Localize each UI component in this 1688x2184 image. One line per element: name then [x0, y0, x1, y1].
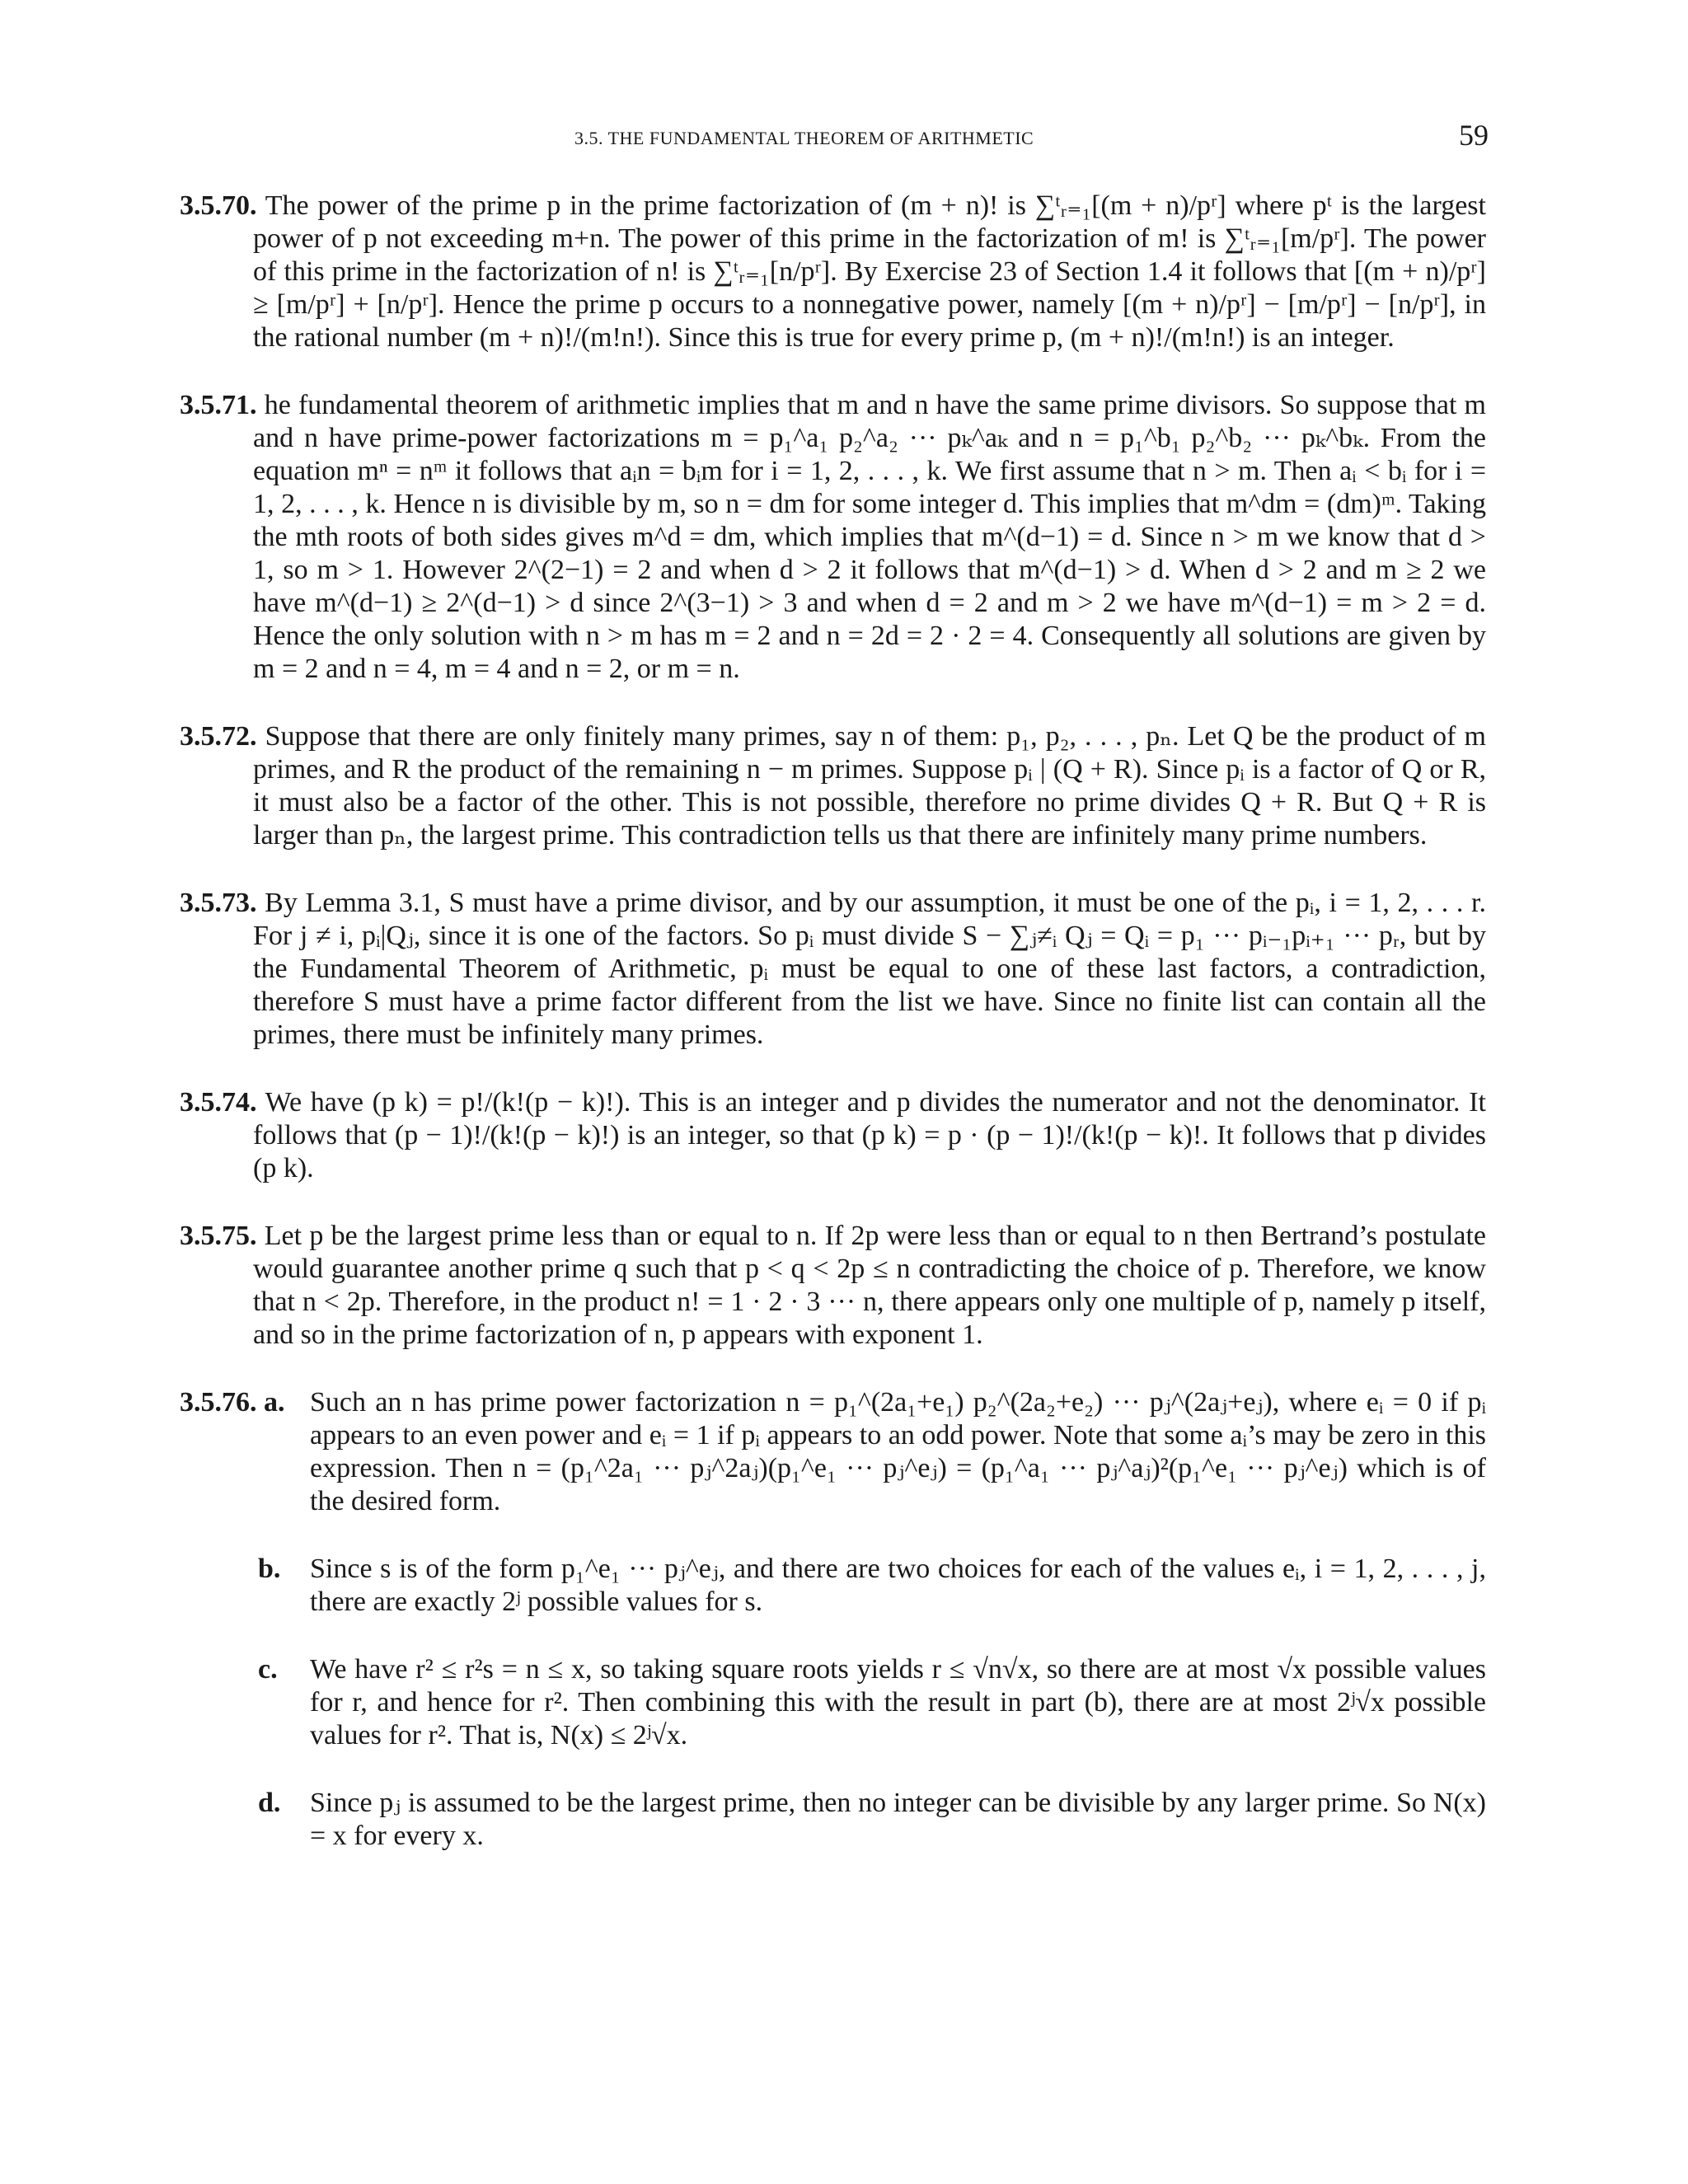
part-b [180, 1553, 1486, 1619]
part-label: c. [258, 1654, 278, 1685]
problem-number: 3.5.72. [180, 721, 257, 752]
problem-text: We have (p k) = p!/(k!(p − k)!). This is an integer and p divides the numerator and not the denominator. It follows that (p − 1)!/(k!(p − k)!) is an integer, so that (p k) = p · (p − 1)!/(k!(p − k)!. It follows that p divides (p k). [253, 1087, 1486, 1183]
problem-number: 3.5.73. [180, 888, 257, 918]
problem-3-5-71 [180, 389, 1486, 686]
problem-3-5-70 [180, 190, 1486, 354]
problem-3-5-75 [180, 1220, 1486, 1352]
problem-text: Suppose that there are only finitely many primes, say n of them: p₁, p₂, . . . , pₙ. Let Q be the product of m primes, and R the product of the remaining n − m primes. Suppose pᵢ | (Q + R). Since pᵢ is a factor of Q or R, it must also be a factor of the other. This is not possible, therefore no prime divides Q + R. But Q + R is larger than pₙ, the largest prime. This contradiction tells us that there are infinitely many prime numbers. [253, 721, 1486, 851]
part-d [180, 1787, 1486, 1853]
part-text: Since pⱼ is assumed to be the largest prime, then no integer can be divisible by any larger prime. So N(x) = x for every x. [310, 1788, 1486, 1851]
problem-3-5-76 [180, 1386, 1486, 1853]
problem-3-5-73 [180, 887, 1486, 1052]
part-label [180, 1386, 285, 1419]
problem-text: he fundamental theorem of arithmetic implies that m and n have the same prime divisors. So suppose that m and n have prime-power factorizations m = p₁^a₁ p₂^a₂ ··· pₖ^aₖ and n = p₁^b₁ p₂^b₂ ··· pₖ^bₖ. From the equation mⁿ = nᵐ it follows that aᵢn = bᵢm for i = 1, 2, . . . , k. We first assume that n > m. Then aᵢ < bᵢ for i = 1, 2, . . . , k. Hence n is divisible by m, so n = dm for some integer d. This implies that m^dm = (dm)ᵐ. Taking the mth roots of both sides gives m^d = dm, which implies that m^(d−1) = d. Since n > m we know that d > 1, so m > 1. However 2^(2−1) = 2 and when d > 2 it follows that m^(d−1) > d. When d > 2 and m ≥ 2 we have m^(d−1) ≥ 2^(d−1) > d since 2^(3−1) > 3 and when d = 2 and m > 2 we have m^(d−1) = m > 2 = d. Hence the only solution with n > m has m = 2 and n = 2d = 2 · 2 = 4. Consequently all solutions are given by m = 2 and n = 4, m = 4 and n = 2, or m = n. [253, 390, 1487, 684]
problem-3-5-72 [180, 720, 1486, 852]
part-text: Such an n has prime power factorization n = p₁^(2a₁+e₁) p₂^(2a₂+e₂) ··· pⱼ^(2aⱼ+eⱼ), where eᵢ = 0 if pᵢ appears to an even power and eᵢ = 1 if pᵢ appears to an odd power. Note that some aᵢ’s may be zero in this expression. Then n = (p₁^2a₁ ··· pⱼ^2aⱼ)(p₁^e₁ ··· pⱼ^eⱼ) = (p₁^a₁ ··· pⱼ^aⱼ)²(p₁^e₁ ··· pⱼ^eⱼ) which is of the desired form. [310, 1387, 1486, 1516]
problem-number: 3.5.70. [180, 190, 257, 221]
problem-text: The power of the prime p in the prime factorization of (m + n)! is ∑ᵗᵣ₌₁[(m + n)/pʳ] where pᵗ is the largest power of p not exceeding m+n. The power of this prime in the factorization of m! is ∑ᵗᵣ₌₁[m/pʳ]. The power of this prime in the factorization of n! is ∑ᵗᵣ₌₁[n/pʳ]. By Exercise 23 of Section 1.4 it follows that [(m + n)/pʳ] ≥ [m/pʳ] + [n/pʳ]. Hence the prime p occurs to a nonnegative power, namely [(m + n)/pʳ] − [m/pʳ] − [n/pʳ], in the rational number (m + n)!/(m!n!). Since this is true for every prime p, (m + n)!/(m!n!) is an integer. [253, 190, 1486, 353]
page-content [180, 190, 1486, 1853]
running-header: 3.5. THE FUNDAMENTAL THEOREM OF ARITHMETIC [574, 128, 1034, 148]
problem-number: 3.5.74. [180, 1087, 257, 1118]
part-label: d. [258, 1788, 281, 1818]
part-a [180, 1386, 1486, 1518]
part-label: b. [258, 1554, 281, 1584]
problem-text: By Lemma 3.1, S must have a prime divisor, and by our assumption, it must be one of the pᵢ, i = 1, 2, . . . r. For j ≠ i, pᵢ|Qⱼ, since it is one of the factors. So pᵢ must divide S − ∑ⱼ≠ᵢ Qⱼ = Qᵢ = p₁ ··· pᵢ₋₁pᵢ₊₁ ··· pᵣ, but by the Fundamental Theorem of Arithmetic, pᵢ must be equal to one of these last factors, a contradiction, therefore S must have a prime factor different from the list we have. Since no finite list can contain all the primes, there must be infinitely many primes. [253, 888, 1486, 1050]
page-number: 59 [1459, 119, 1489, 152]
problem-number: 3.5.71. [180, 390, 257, 420]
part-letter: a. [264, 1387, 285, 1418]
problem-number: 3.5.75. [180, 1221, 257, 1251]
part-text: Since s is of the form p₁^e₁ ··· pⱼ^eⱼ, and there are two choices for each of the values eᵢ, i = 1, 2, . . . , j, there are exactly 2ʲ possible values for s. [310, 1554, 1486, 1617]
problem-text: Let p be the largest prime less than or equal to n. If 2p were less than or equal to n then Bertrand’s postulate would guarantee another prime q such that p < q < 2p ≤ n contradicting the choice of p. Therefore, we know that n < 2p. Therefore, in the product n! = 1 · 2 · 3 ··· n, there appears only one multiple of p, namely p itself, and so in the prime factorization of n, p appears with exponent 1. [253, 1221, 1486, 1350]
part-c [180, 1653, 1486, 1752]
problem-number: 3.5.76. [180, 1387, 257, 1418]
problem-3-5-74 [180, 1086, 1486, 1185]
part-text: We have r² ≤ r²s = n ≤ x, so taking square roots yields r ≤ √n√x, so there are at most √x possible values for r, and hence for r². Then combining this with the result in part (b), there are at most 2ʲ√x possible values for r². That is, N(x) ≤ 2ʲ√x. [310, 1654, 1486, 1750]
